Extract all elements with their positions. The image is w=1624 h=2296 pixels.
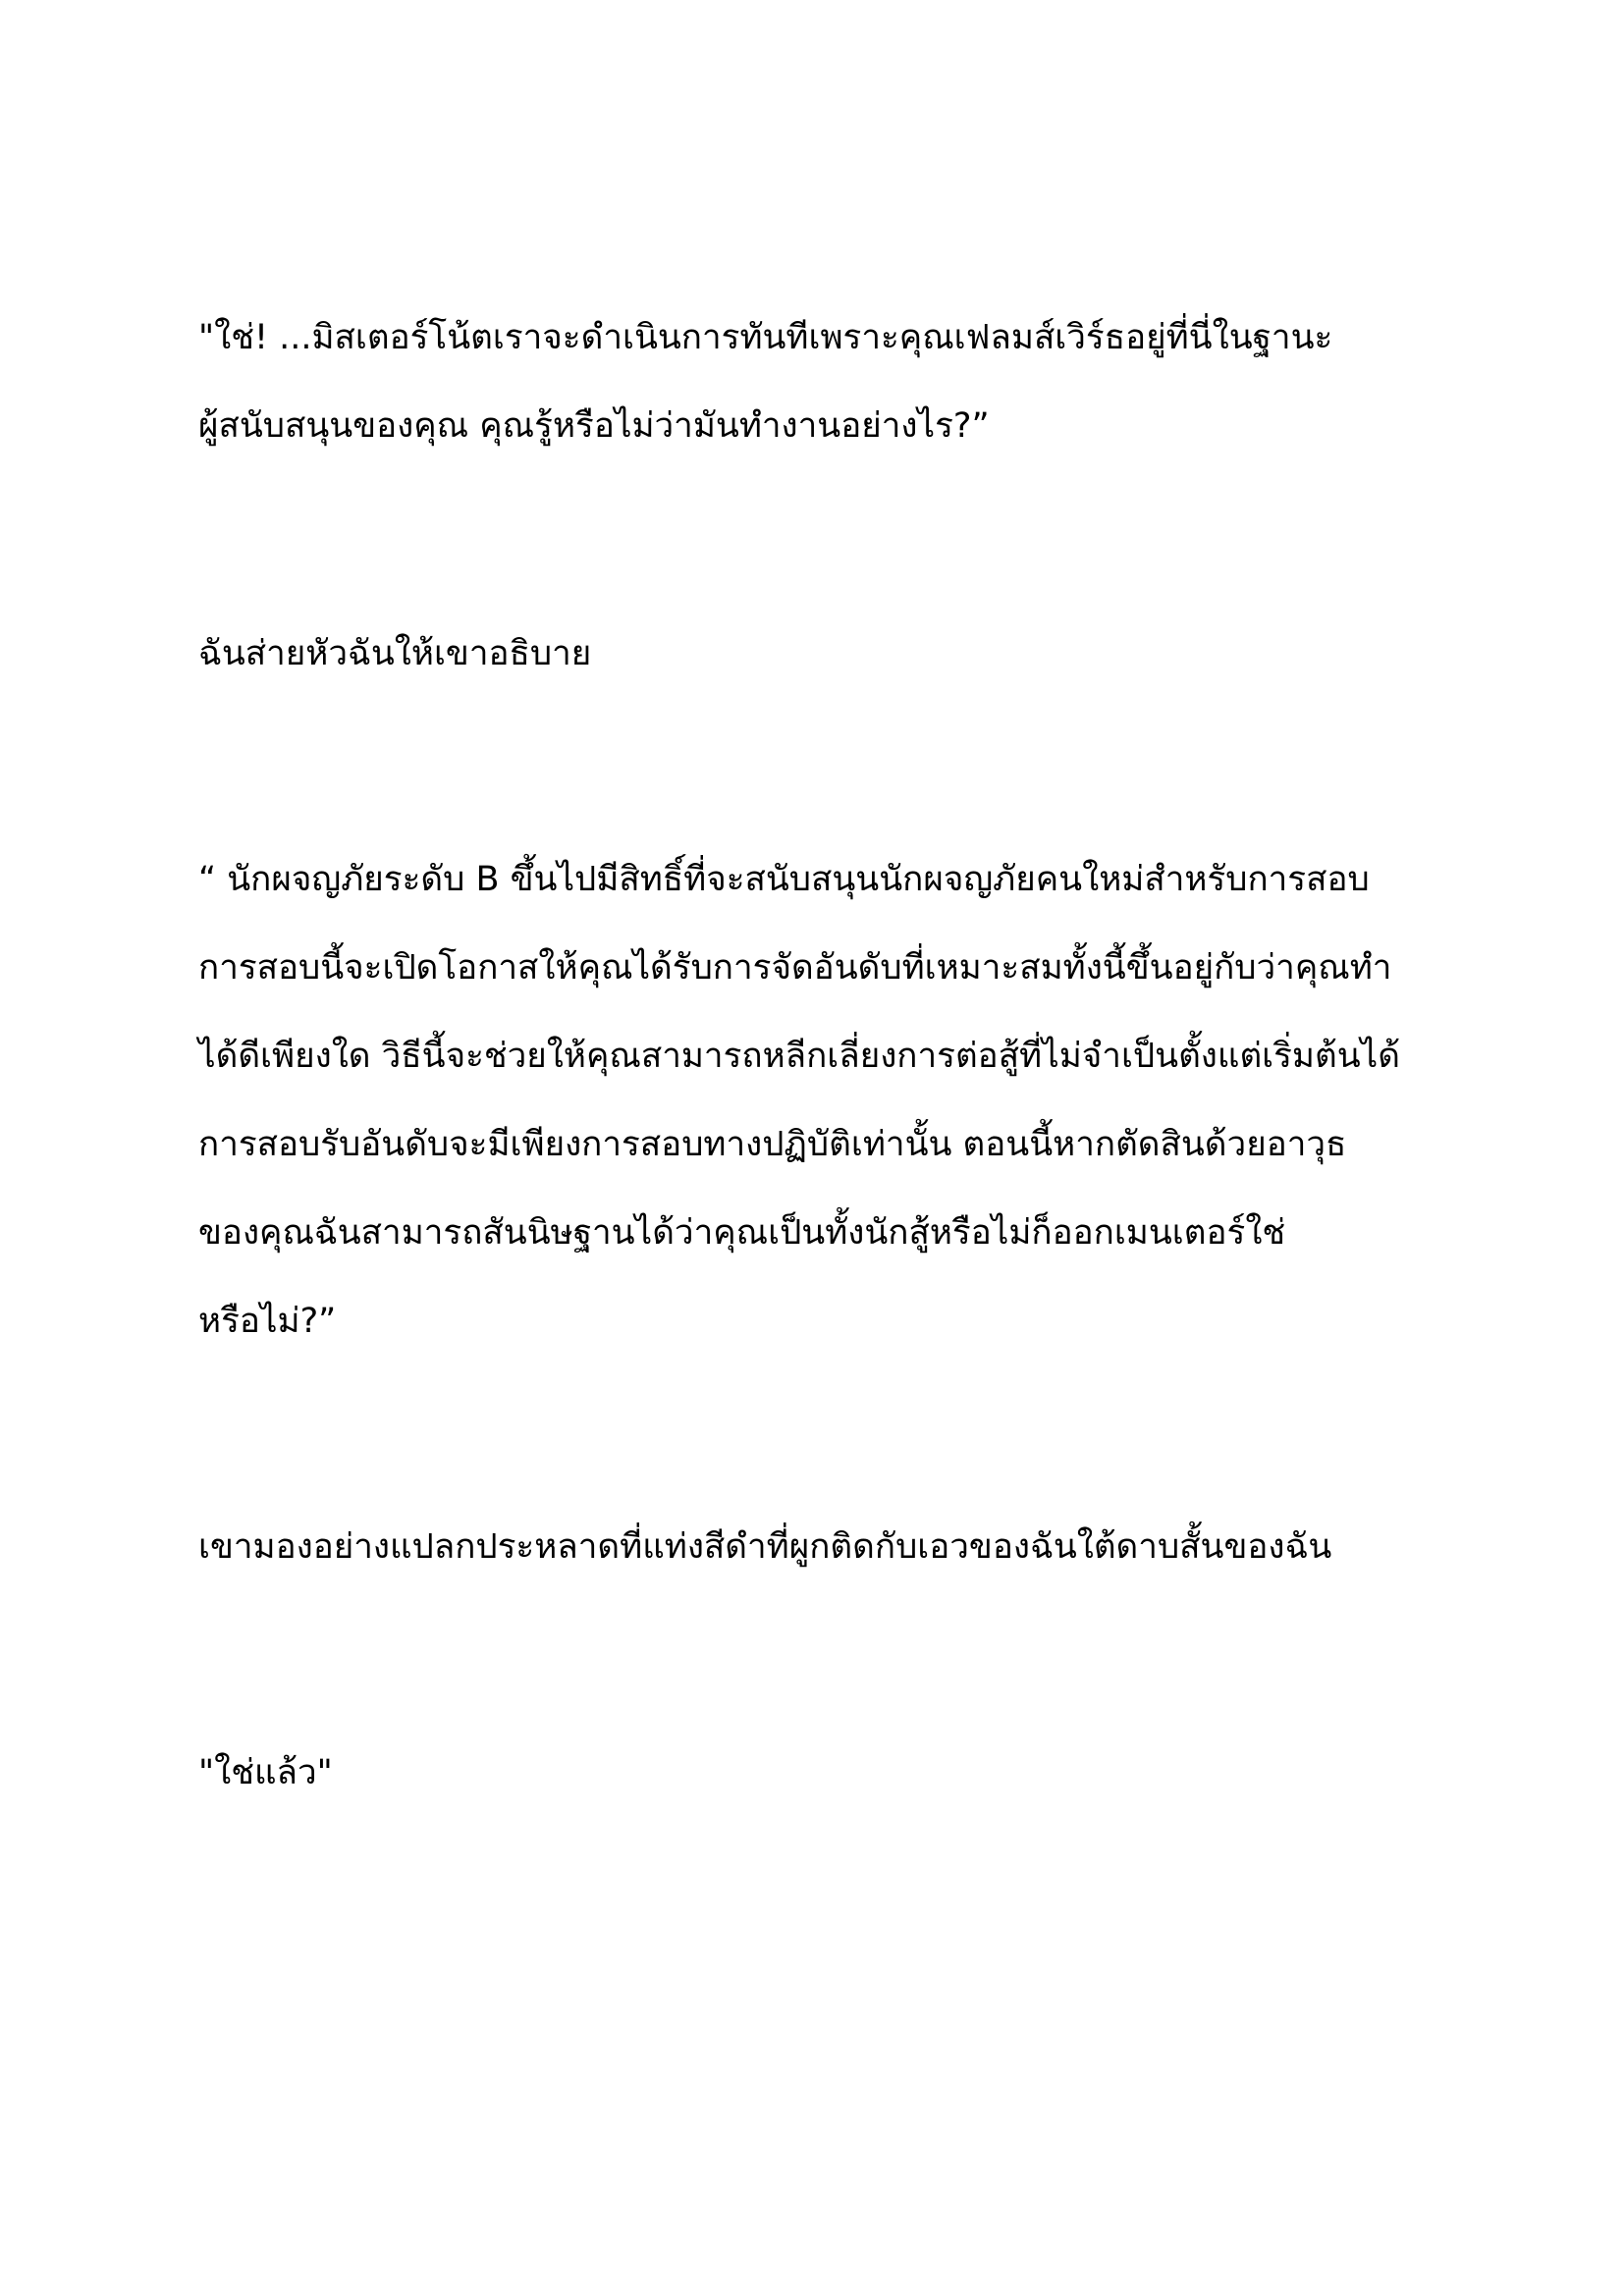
paragraph-3-line-6: หรือไม่?” [198, 1302, 337, 1341]
paragraph-3-line-1: “ นักผจญภัยระดับ B ขึ้นไปมีสิทธิ์ที่จะสนับสนุนนักผจญภัยคนใหม่สำหรับการสอบ [198, 860, 1370, 899]
paragraph-3-line-5: ของคุณฉันสามารถสันนิษฐานได้ว่าคุณเป็นทั้งนักสู้หรือไม่ก็ออกเมนเตอร์ใช่ [198, 1213, 1286, 1253]
paragraph-3-line-3: ได้ดีเพียงใด วิธีนี้จะช่วยให้คุณสามารถหลีกเลี่ยงการต่อสู้ที่ไม่จำเป็นตั้งแต่เริ่มต้นได้ [198, 1037, 1400, 1076]
paragraph-1-line-2: ผู้สนับสนุนของคุณ คุณรู้หรือไม่ว่ามันทำงานอย่างไร?” [198, 406, 990, 446]
paragraph-2-line-1: ฉันส่ายหัวฉันให้เขาอธิบาย [198, 634, 592, 673]
paragraph-3-line-4: การสอบรับอันดับจะมีเพียงการสอบทางปฏิบัติเท่านั้น ตอนนี้หากตัดสินด้วยอาวุธ [198, 1125, 1347, 1164]
paragraph-3-line-2: การสอบนี้จะเปิดโอกาสให้คุณได้รับการจัดอันดับที่เหมาะสมทั้งนี้ขึ้นอยู่กับว่าคุณทำ [198, 948, 1392, 988]
paragraph-1-line-1: "ใช่! ...มิสเตอร์โน้ตเราจะดำเนินการทันทีเพราะคุณเฟลมส์เวิร์ธอยู่ที่นี่ในฐานะ [198, 318, 1333, 357]
paragraph-5-line-1: "ใช่แล้ว" [198, 1753, 333, 1792]
paragraph-4-line-1: เขามองอย่างแปลกประหลาดที่แท่งสีดำที่ผูกติดกับเอวของฉันใต้ดาบสั้นของฉัน [198, 1527, 1332, 1567]
